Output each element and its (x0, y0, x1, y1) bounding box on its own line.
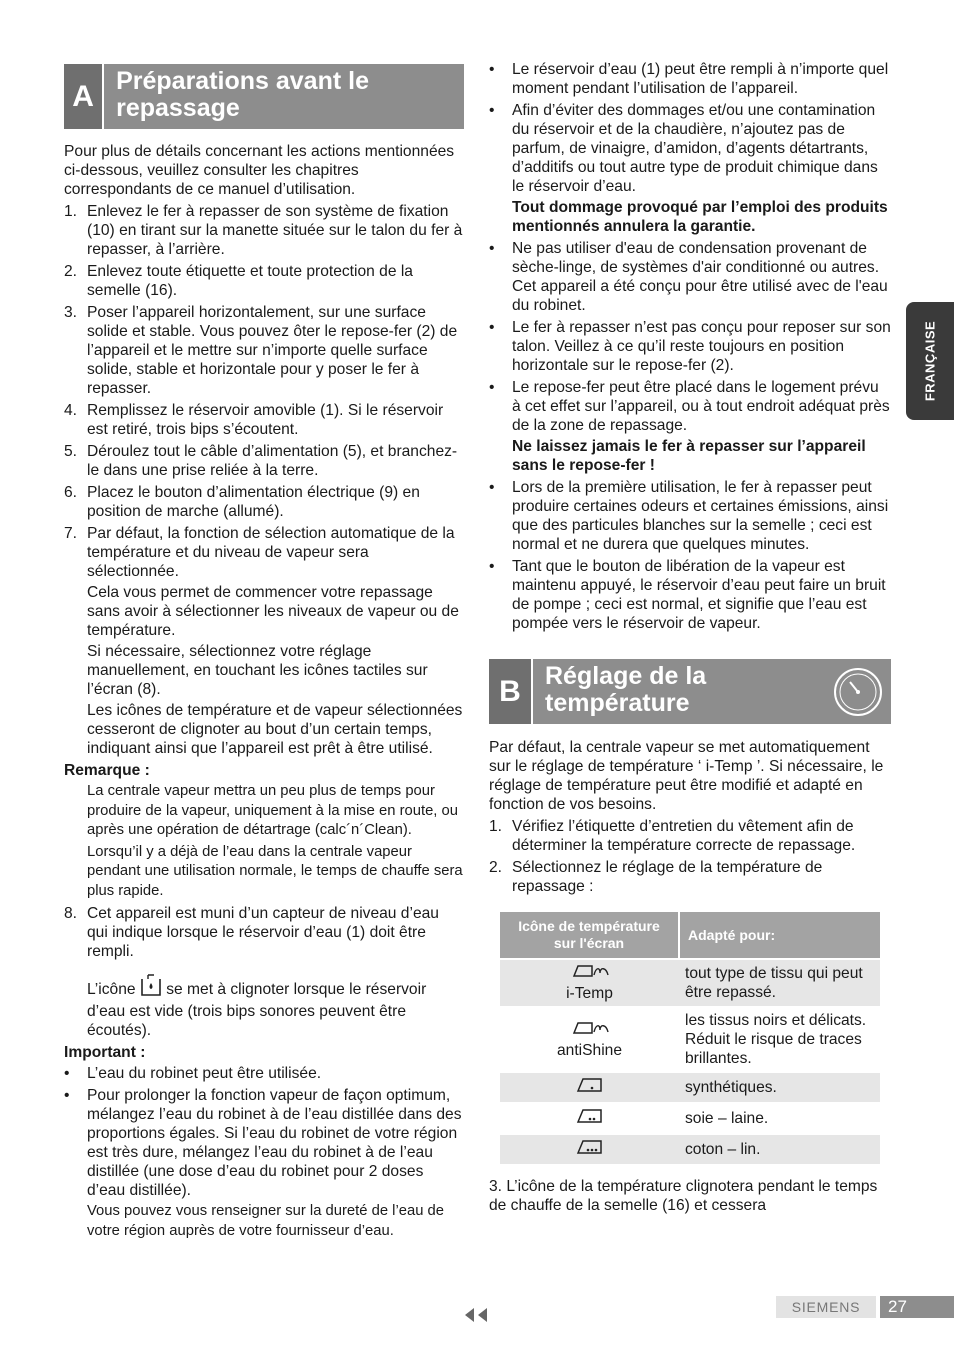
step-number: 4. (64, 402, 78, 419)
step-number: 7. (64, 525, 78, 542)
right-column (489, 60, 891, 1215)
remark-para-1: La centrale vapeur mettra un peu plus de temps pour produire de la vapeur, uniquement à la mise en route, ou après une opération de détartrage (calc´n´Clean). (87, 783, 458, 838)
table-row (500, 1134, 880, 1164)
section-b-header (489, 659, 891, 724)
previous-page-icon[interactable] (463, 1307, 491, 1328)
iron-two-dots-icon (575, 1112, 605, 1129)
step7-para-2: Si nécessaire, sélectionnez votre réglage manuellement, en touchant les icônes tactiles sur l’écran (8). (87, 643, 428, 698)
section-b-step-3: 3. L’icône de la température clignotera pendant le temps de chauffe de la semelle (16) et cessera (489, 1178, 878, 1214)
table-row-text: synthétiques. (679, 1072, 880, 1103)
step-text: Placez le bouton d’alimentation électrique (9) en position de marche (allumé). (87, 484, 420, 520)
table-row-text: les tissus noirs et délicats. Réduit le risque de traces brillantes. (679, 1007, 880, 1072)
step-7 (64, 524, 464, 581)
right-bullet-7: • Tant que le bouton de libération de la vapeur est maintenu appuyé, le réservoir d’eau peut faire un bruit de pompe ; ceci est normal, et signifie que l’eau est pompée vers le réservoir de vapeur. (489, 558, 886, 632)
table-row-icon-label: i-Temp (566, 985, 613, 1002)
section-a-intro: Pour plus de détails concernant les actions mentionnées ci-dessous, veuillez consulter les chapitres correspondants de ce manuel d’utilisation. (64, 143, 455, 198)
table-header-use: Adapté pour: (679, 912, 880, 959)
step-8-icon-post: se met à clignoter lorsque le réservoir d’eau est vide (trois bips sonores peuvent être écoutés). (87, 981, 427, 1039)
step-2 (64, 262, 464, 300)
iron-one-dot-icon (575, 1081, 605, 1098)
step-number: 5. (64, 443, 78, 460)
remark-label: Remarque : (64, 762, 150, 779)
right-bullet-1: • Le réservoir d’eau (1) peut être rempli à n’importe quel moment pendant l’utilisation de l’appareil. (489, 61, 889, 97)
temperature-dial-icon (833, 667, 883, 722)
right-bullet-3: • Ne pas utiliser d'eau de condensation provenant de sèche-linge, de systèmes d'air conditionné ou autres. Cet appareil a été conçu pour être utilisé avec de l'eau du robinet. (489, 240, 888, 314)
important-bullet-2-note: Vous pouvez vous renseigner sur la dureté de l’eau de votre région auprès de votre fournisseur d’eau. (87, 1203, 445, 1239)
right-bullet-6: • Lors de la première utilisation, le fer à repasser peut produire certaines odeurs et certaines émissions, ainsi que des particules blanches sur la semelle ; ceci est normal et ne durera que quelques minutes. (489, 479, 889, 553)
section-a-title: Préparations avant le repassage (116, 67, 369, 122)
language-tab-label: FRANÇAISE (922, 320, 938, 402)
section-b-step-1: 1. Vérifiez l’étiquette d’entretien du vêtement afin de déterminer la température correcte de repassage. (489, 818, 856, 854)
step-text: Remplissez le réservoir amovible (1). Si le réservoir est retiré, trois bips s’écoutent. (87, 402, 444, 438)
section-b-title: Réglage de la température (545, 662, 707, 717)
step-8-icon-pre: L’icône (87, 981, 136, 998)
right-bullet-4: • Le fer à repasser n’est pas conçu pour reposer sur son talon. Veillez à ce qu’il reste toujours en position horizontale sur le repose-fer (2). (489, 319, 891, 374)
step-text: Déroulez tout le câble d’alimentation (5), et branchez-le dans une prise reliée à la terre. (87, 443, 458, 479)
table-row (500, 1072, 880, 1103)
step-number: 3. (64, 304, 78, 321)
table-header-icon: Icône de température sur l'écran (500, 912, 679, 959)
step-number: 2. (64, 263, 78, 280)
table-row-text: tout type de tissu qui peut être repassé. (679, 959, 880, 1007)
itemp-icon (570, 963, 610, 984)
important-bullet-1: • L’eau du robinet peut être utilisée. (64, 1065, 322, 1082)
temperature-table (500, 912, 880, 1164)
antishine-icon (570, 1020, 610, 1041)
section-b-letter: B (489, 659, 533, 724)
right-bullet-5: • Le repose-fer peut être placé dans le logement prévu à cet effet sur l’appareil, ou à tout endroit adéquat près de la zone de repassage. (489, 379, 890, 434)
table-row (500, 1103, 880, 1134)
table-row-text: soie – laine. (679, 1103, 880, 1134)
section-b-step-2: 2. Sélectionnez le réglage de la température de repassage : (489, 859, 823, 895)
step-text: Par défaut, la fonction de sélection automatique de la température et du niveau de vapeur sera sélectionnée. (87, 525, 455, 580)
step-number: 1. (64, 203, 78, 220)
step-text: Enlevez toute étiquette et toute protection de la semelle (16). (87, 263, 413, 299)
important-bullet-2: • Pour prolonger la fonction vapeur de façon optimum, mélangez l’eau du robinet à de l’eau distillée dans des proportions égales. Si l’eau du robinet de votre région est très dure, mélangez l’eau du robinet à de l’eau distillée (une dose d’eau du robinet pour 2 doses d’eau distillée). (64, 1087, 462, 1199)
brand-label: SIEMENS (776, 1296, 876, 1318)
page-number: 27 (880, 1296, 954, 1318)
step7-para-1: Cela vous permet de commencer votre repassage sans avoir à sélectionner les niveaux de vapeur ou de température. (87, 584, 459, 639)
step-text: Enlevez le fer à repasser de son système de fixation (10) en tirant sur la manette située sur le talon du fer à repasser, à l’arrière. (87, 203, 463, 258)
step-text: Poser l’appareil horizontalement, sur une surface solide et stable. Vous pouvez ôter le repose-fer (2) de l’appareil et le mettre sur n’importe quelle surface solide, stable et horizontale pour y poser le fer à repasser. (87, 304, 458, 397)
table-row (500, 1007, 880, 1072)
step-6 (64, 483, 464, 521)
right-bullet-2-warning: Tout dommage provoqué par l’emploi des produits mentionnés annulera la garantie. (512, 199, 888, 235)
step-number: 6. (64, 484, 78, 501)
left-column (64, 64, 464, 1241)
step7-para-3: Les icônes de température et de vapeur sélectionnées cesseront de clignoter au bout d’un certain temps, indiquant ainsi que l’appareil est prêt à être utilisé. (87, 702, 463, 757)
table-row-icon-label: antiShine (556, 1041, 623, 1059)
right-bullet-2: • Afin d’éviter des dommages et/ou une contamination du réservoir et de la chaudière, n’ajoutez pas de parfum, de vinaigre, d’amidon, d’agents détartrants, d’additifs ou tout autre type de produit chimique dans le réservoir d’eau. (489, 102, 878, 195)
remark-para-2: Lorsqu’il y a déjà de l’eau dans la centrale vapeur pendant une utilisation normale, le temps de chauffe sera plus rapide. (87, 843, 463, 899)
right-bullet-5-warning: Ne laissez jamais le fer à repasser sur l’appareil sans le repose-fer ! (512, 438, 866, 474)
step-8-text: Cet appareil est muni d’un capteur de niveau d’eau qui indique lorsque le réservoir d’eau (1) doit être rempli. (87, 905, 439, 960)
step-8-icon-para (87, 973, 464, 1040)
step-3 (64, 303, 464, 398)
language-tab (906, 302, 954, 420)
table-row-text: coton – lin. (679, 1134, 880, 1164)
iron-three-dots-icon (575, 1143, 605, 1160)
section-a-letter: A (64, 64, 104, 129)
section-a-header (64, 64, 464, 129)
water-tank-icon (140, 973, 162, 1002)
section-a-steps (64, 202, 464, 581)
step-8-number: 8. (64, 905, 78, 922)
step-8 (64, 904, 464, 961)
step-4 (64, 401, 464, 439)
table-row (500, 959, 880, 1007)
step-1 (64, 202, 464, 259)
section-b-intro: Par défaut, la centrale vapeur se met automatiquement sur le réglage de température ‘ i-Temp ’. Si nécessaire, le réglage de température peut être modifié et adapté en fonction de vos besoins. (489, 739, 884, 813)
step-5 (64, 442, 464, 480)
important-label: Important : (64, 1044, 146, 1061)
